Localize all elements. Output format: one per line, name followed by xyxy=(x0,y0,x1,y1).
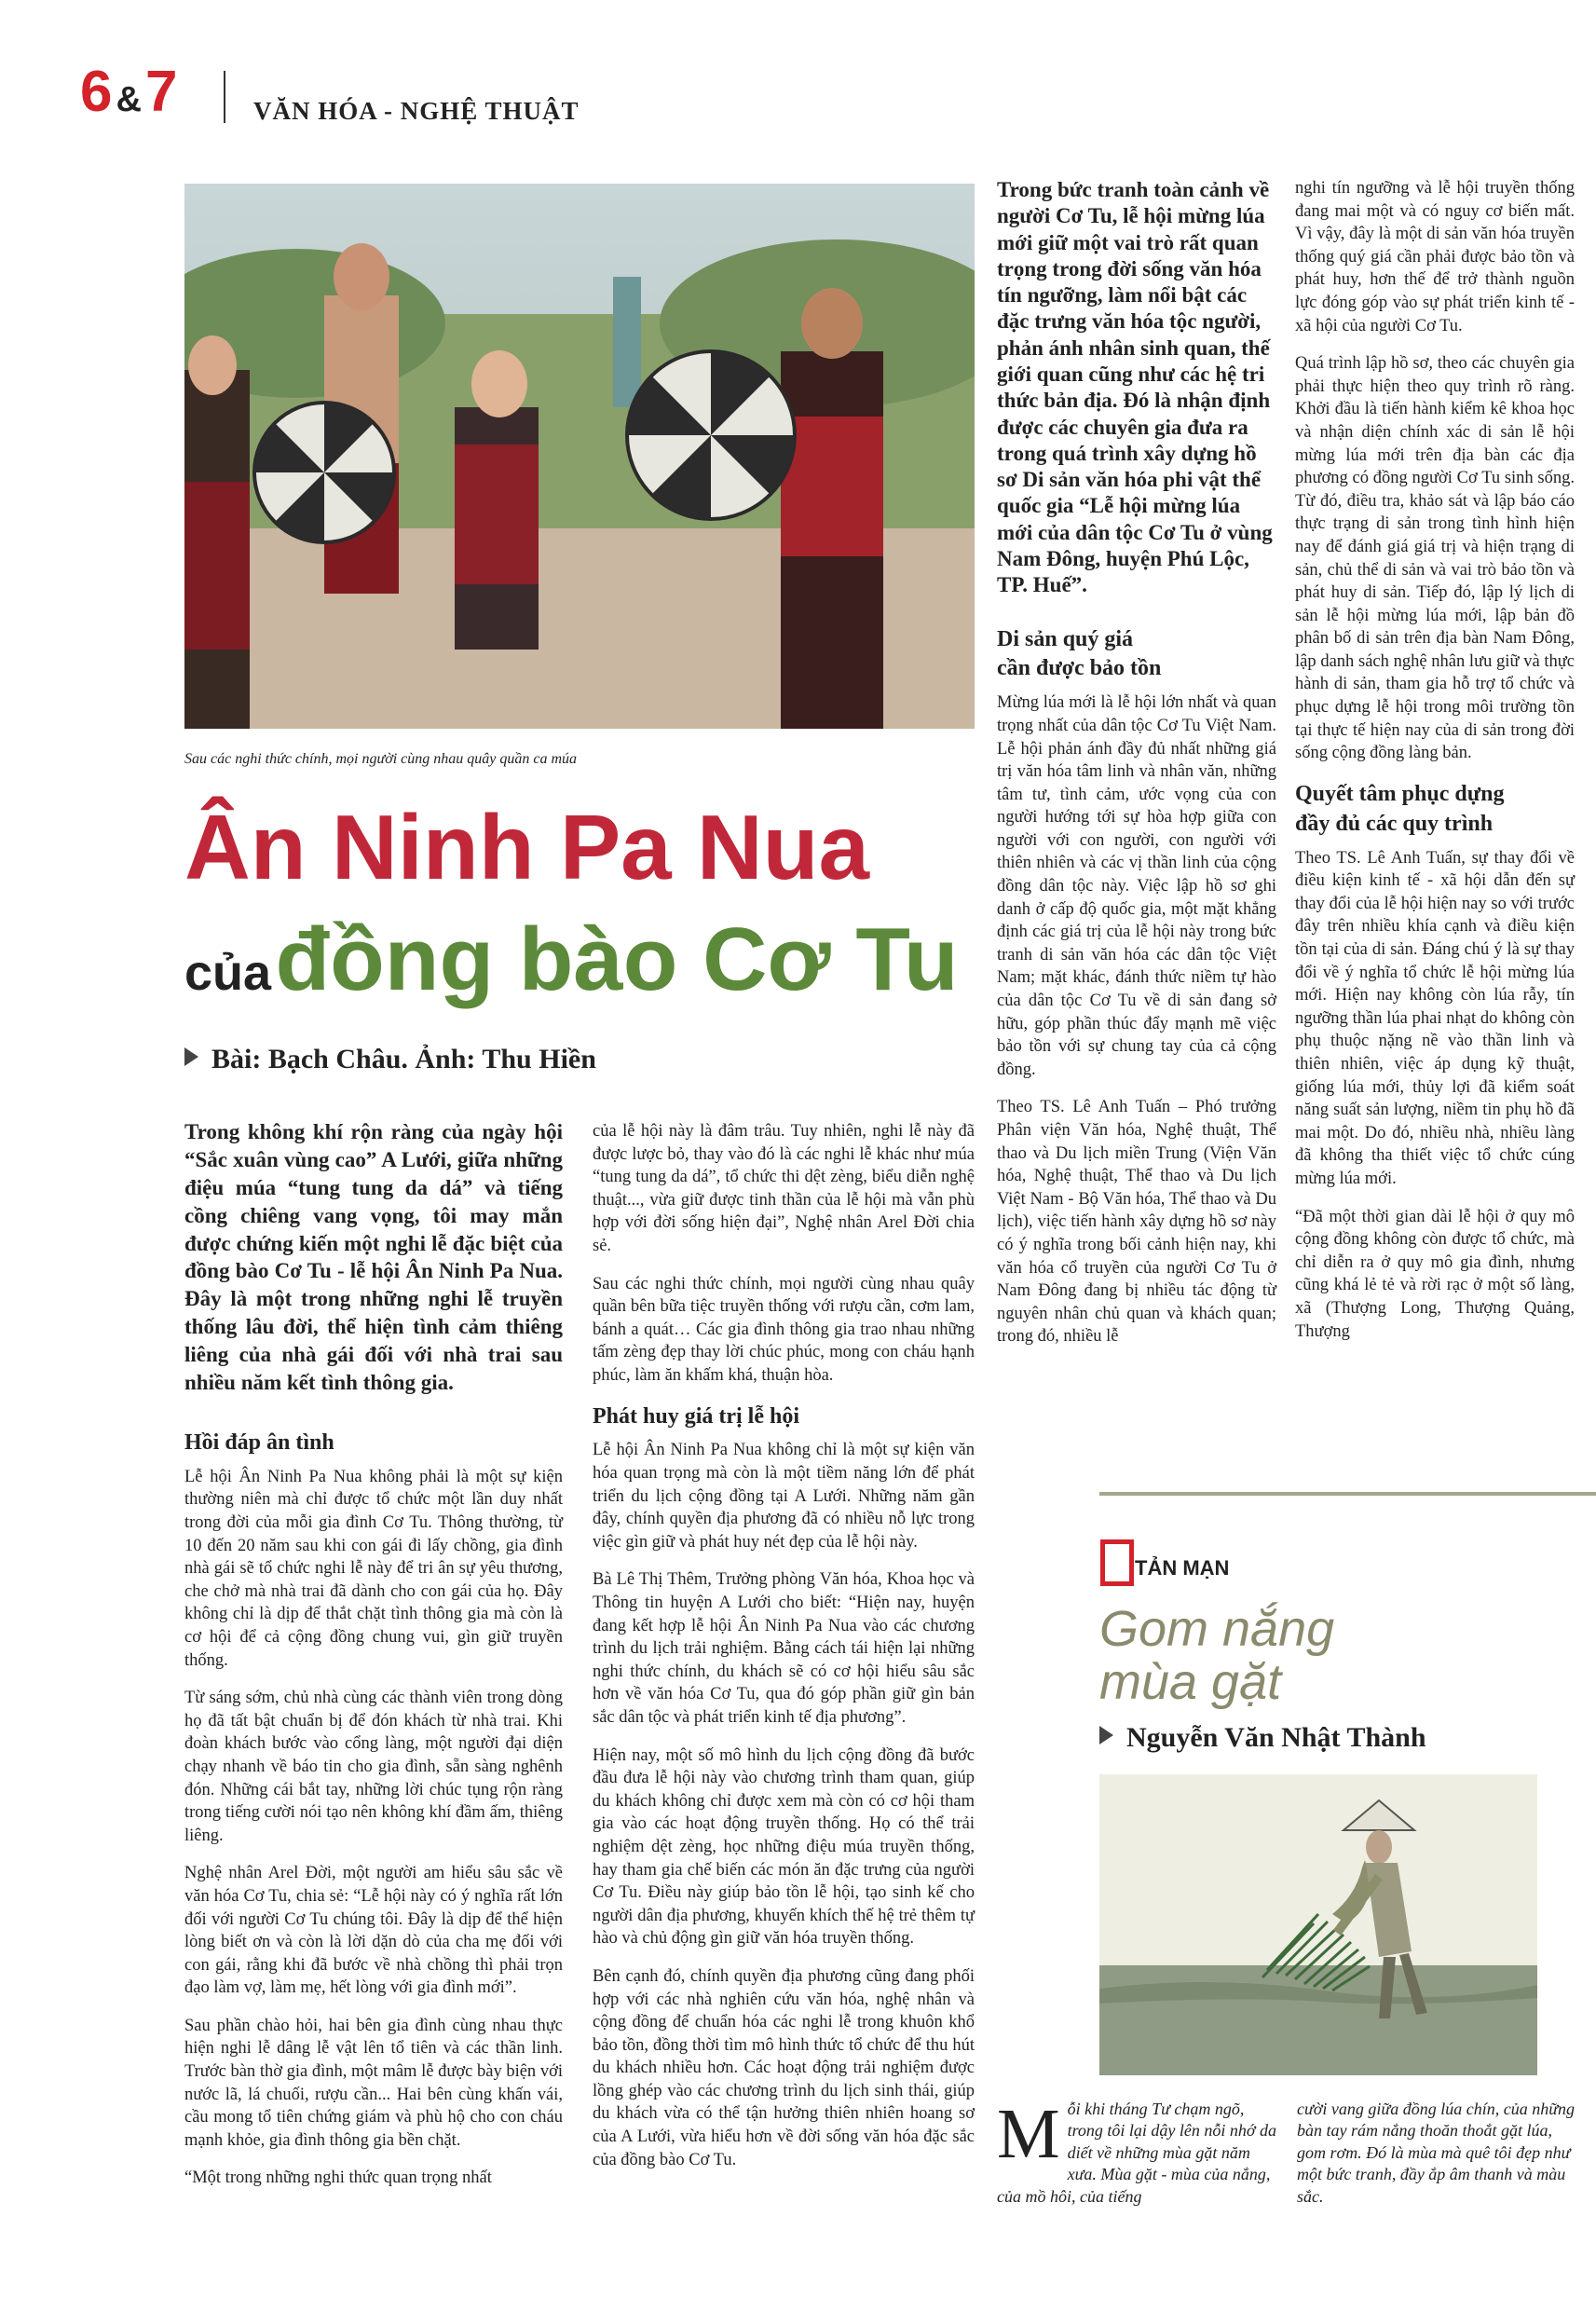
essay-title-line2: mùa gặt xyxy=(1099,1653,1282,1710)
subheading-hoi-dap: Hồi đáp ân tình xyxy=(184,1430,334,1455)
essay-tag-frame xyxy=(1100,1539,1134,1586)
essay-text-1: ỗi khi tháng Tư chạm ngõ, trong tôi lại dậy lên nỗi nhớ da diết về những mùa gặt năm xưa. Mùa gặt - mùa của nắng, của mồ hôi, của tiếng xyxy=(997,2100,1277,2206)
essay-author xyxy=(1099,1722,1426,1754)
paragraph: Từ sáng sớm, chủ nhà cùng các thành viên trong dòng họ đã tất bật chuẩn bị để đón khách từ nhà trai. Khi đoàn khách bước vào cổng làng, một người đại diện chạy nhanh về báo tin cho gia đình, sẵn sàng nghênh đón. Những cái bắt tay, những lời chúc tụng rộn ràng trong tiếng cười nói tạo nên không khí đầm ấm, thiêng liêng. xyxy=(184,1689,563,1845)
essay-dropcap: M xyxy=(997,2095,1060,2173)
header-divider xyxy=(224,71,225,123)
byline-arrow-icon xyxy=(184,1047,198,1066)
page-number xyxy=(80,60,178,124)
article-column-1 xyxy=(184,1118,563,2205)
essay-tag: TẢN MẠN xyxy=(1135,1556,1230,1580)
subheading-line2: đầy đủ các quy trình xyxy=(1295,811,1494,836)
article-column-4 xyxy=(1295,177,1575,1358)
page-right-number: 7 xyxy=(144,60,178,124)
paragraph: Lễ hội Ân Ninh Pa Nua không chỉ là một sự kiện văn hóa quan trọng mà còn là một tiềm năng lớn để phát triển du lịch cộng đồng tại A Lưới. Những năm gần đây, chính quyền địa phương đã có nhiều nỗ lực trong việc gìn giữ và phát huy nét đẹp của lễ hội này. xyxy=(593,1441,975,1552)
essay-author-name: Nguyễn Văn Nhật Thành xyxy=(1126,1722,1426,1753)
essay-text-column-1 xyxy=(997,2095,1277,2208)
page-left-number: 6 xyxy=(80,60,113,124)
article-title-line2 xyxy=(184,910,959,1009)
subheading-line1: Di sản quý giá xyxy=(997,626,1134,651)
paragraph: Quá trình lập hồ sơ, theo các chuyên gia phải thực hiện theo quy trình rõ ràng. Khởi đầu là tiến hành kiểm kê khoa học và nhận diện chính xác di sản lễ hội mừng lúa mới trên địa bàn các địa phương có đồng người Cơ Tu sinh sống. Từ đó, điều tra, khảo sát và lập báo cáo thực trạng di sản trong tình hình hiện nay để đánh giá giá trị và hiện trạng di sản, chủ thể di sản và vai trò bảo tồn và phát huy di sản. Tiếp đó, lập lý lịch di sản lễ hội mừng lúa mới, lập bản đồ phân bố di sản trên địa bàn Nam Đông, lập danh sách nghệ nhân lưu giữ và thực hành di sản, tham gia hỗ trợ tổ chức và phục dựng lễ hội trong môi trường tồn tại thực tế hiện nay của di sản trong đời sống cộng đồng làng bản. xyxy=(1295,354,1575,763)
paragraph: Bên cạnh đó, chính quyền địa phương cũng đang phối hợp với các nhà nghiên cứu văn hóa, nghệ nhân và cộng đồng để chuẩn hóa các nghi lễ trong khuôn khổ bảo tồn, đồng thời tìm mô hình thức tổ chức để thu hút du khách nhiều hơn. Các hoạt động trải nghiệm được lồng ghép vào các chương trình du lịch sinh thái, giúp du khách vừa có thể tận hưởng thiên nhiên hoang sơ của A Lưới, vừa hiểu hơn về đời sống văn hóa đặc sắc của đồng bào Cơ Tu. xyxy=(593,1966,975,2169)
title-prefix: của xyxy=(184,945,272,1001)
main-photo xyxy=(184,184,975,729)
subheading-line2: cần được bảo tồn xyxy=(997,656,1162,681)
paragraph: Lễ hội Ân Ninh Pa Nua không phải là một sự kiện thường niên mà chỉ được tổ chức một lần duy nhất trong đời của mỗi gia đình Cơ Tu. Thông thường, từ 10 đến 20 năm sau khi con gái đi lấy chồng, gia đình nhà gái sẽ tổ chức nghi lễ này để tri ân sự yêu thương, che chở mà nhà trai đã dành cho con gái của họ. Đây không chỉ là dịp để thắt chặt tình thông gia mà còn là cơ hội để cả cộng đồng chung vui, gìn giữ truyền thống. xyxy=(184,1467,563,1670)
article-lead: Trong không khí rộn ràng của ngày hội “Sắc xuân vùng cao” A Lưới, giữa những điệu múa “tung tung da dá” và tiếng cồng chiêng vang vọng, tôi may mắn được chứng kiến một nghi lễ đặc biệt của đồng bào Cơ Tu - lễ hội Ân Ninh Pa Nua. Đây là một trong những nghi lễ truyền thống lâu đời, thể hiện tình cảm thiêng liêng của nhà gái đối với nhà trai sau nhiều năm kết tình thông gia. xyxy=(184,1120,563,1395)
page-ampersand: & xyxy=(116,80,142,119)
subheading-line1: Quyết tâm phục dựng xyxy=(1295,781,1505,806)
subheading-di-san xyxy=(997,625,1276,685)
article-column-3 xyxy=(997,177,1276,1363)
paragraph: Bà Lê Thị Thêm, Trưởng phòng Văn hóa, Khoa học và Thông tin huyện A Lưới cho biết: “Hiện nay, huyện đang kết hợp lễ hội Ân Ninh Pa Nua vào các chương trình du lịch trải nghiệm. Bằng cách tái hiện lại những nghi thức chính, du khách sẽ có cơ hội hiểu sâu sắc hơn về văn hóa Cơ Tu, qua đó góp phần giữ gìn bản sắc dân tộc và phát triển kinh tế địa phương”. xyxy=(593,1570,975,1727)
article-title-line1: Ân Ninh Pa Nua xyxy=(184,796,870,898)
paragraph: của lễ hội này là đâm trâu. Tuy nhiên, nghi lễ này đã được lược bỏ, thay vào đó là các nghi lễ khác như múa “tung tung da dá”, tổ chức thi dệt zèng, biểu diễn nghệ thuật..., vừa giữ được tinh thần của lễ hội mà vẫn phù hợp với đời sống hiện đại”, Nghệ nhân Arel Đời chia sẻ. xyxy=(593,1122,975,1255)
byline xyxy=(184,1044,596,1075)
essay-title-line1: Gom nắng xyxy=(1099,1601,1335,1657)
photo-caption: Sau các nghi thức chính, mọi người cùng nhau quây quần ca múa xyxy=(184,751,578,767)
paragraph: Theo TS. Lê Anh Tuấn, sự thay đổi về điều kiện kinh tế - xã hội dẫn đến sự thay đổi của lễ hội hiện nay so với trước đây trên nhiều khía cạnh và điều kiện tồn tại của di sản. Đáng chú ý là sự thay đổi về ý nghĩa tổ chức lễ hội mừng lúa mới. Hiện nay không còn lúa rẫy, tín ngưỡng thần lúa phai nhạt do không còn phụ thuộc nặng nề vào thần linh và thiên nhiên, việc áp dụng kỹ thuật, giống lúa mới, thủy lợi đã kiểm soát năng suất sản lượng, niềm tin phụ hồ đã mai một. Do đó, nhiều nhà, nhiều làng đã không tha thiết việc tổ chức cúng mừng lúa mới. xyxy=(1295,848,1575,1188)
column3-lead: Trong bức tranh toàn cảnh về người Cơ Tu, lễ hội mừng lúa mới giữ một vai trò rất quan trọng trong đời sống văn hóa tín ngưỡng, làm nổi bật các đặc trưng văn hóa tộc người, phản ánh nhân sinh quan, thế giới quan cũng như các hệ tri thức bản địa. Đó là nhận định được các chuyên gia đưa ra trong quá trình xây dựng hồ sơ Di sản văn hóa phi vật thể quốc gia “Lễ hội mừng lúa mới của dân tộc Cơ Tu ở vùng Nam Đông, huyện Phú Lộc, TP. Huế”. xyxy=(997,178,1273,597)
author-arrow-icon xyxy=(1099,1726,1113,1744)
paragraph: “Đã một thời gian dài lễ hội ở quy mô cộng đồng không còn được tổ chức, mà chỉ diễn ra ở quy mô gia đình, nhưng cũng khá lẻ tẻ và rời rạc ở một số làng, xã (Thượng Long, Thượng Quảng, Thượng xyxy=(1295,1207,1575,1341)
paragraph: Sau phần chào hỏi, hai bên gia đình cùng nhau thực hiện nghi lễ dâng lễ vật lên tổ tiên và các thần linh. Trước bàn thờ gia đình, một mâm lễ được bày biện với nước lã, lá chuối, rượu cần... Hai bên cùng khấn vái, cầu mong tổ tiên chứng giám và phù hộ cho con cháu mạnh khỏe, gia đình thông gia bền chặt. xyxy=(184,2016,563,2150)
subheading-phat-huy: Phát huy giá trị lễ hội xyxy=(593,1403,800,1429)
paragraph: Mừng lúa mới là lễ hội lớn nhất và quan trọng nhất của dân tộc Cơ Tu Việt Nam. Lễ hội phản ánh đầy đủ nhất những giá trị văn hóa tâm linh và nhân văn, những tâm tư, tình cảm, ước vọng của con người hướng tới sự hòa hợp giữa con người với con người, con người với thiên nhiên và các vị thần linh của cộng đồng dân tộc này. Việc lập hồ sơ ghi danh ở cấp độ quốc gia, một mặt khẳng định các giá trị của lễ hội này trong bức tranh di sản văn hóa các dân tộc Việt Nam; mặt khác, đánh thức niềm tự hào của dân tộc Cơ Tu về di sản đang sở hữu, góp phần thúc đẩy mạnh mẽ việc bảo tồn với sự chung tay của cả cộng đồng. xyxy=(997,693,1276,1079)
paragraph: Sau các nghi thức chính, mọi người cùng nhau quây quần bên bữa tiệc truyền thống với rượu cần, cơm lam, bánh a quát… Các gia đình thông gia trao nhau những tấm zèng đẹp thay lời chúc phúc, mong con cháu hạnh phúc, làm ăn khấm khá, thuận hòa. xyxy=(593,1274,975,1385)
essay-illustration xyxy=(1099,1774,1537,2075)
essay-title xyxy=(1099,1603,1334,1708)
essay-text-column-2: cười vang giữa đồng lúa chín, của những bàn tay rám nắng thoăn thoắt gặt lúa, gom rơm. Đó là mùa mà quê tôi đẹp như một bức tranh, đầy ắp âm thanh và màu sắc. xyxy=(1297,2100,1576,2206)
byline-text: Bài: Bạch Châu. Ảnh: Thu Hiền xyxy=(211,1044,596,1074)
subheading-quyet-tam xyxy=(1295,780,1575,840)
paragraph: Theo TS. Lê Anh Tuấn – Phó trưởng Phân viện Văn hóa, Nghệ thuật, Thể thao và Du lịch miền Trung (Viện Văn hóa, Nghệ thuật, Thể thao và Du lịch Việt Nam - Bộ Văn hóa, Thể thao và Du lịch), việc tiến hành xây dựng hồ sơ này có ý nghĩa trong bối cảnh hiện nay, khi văn hóa cổ truyền của người Cơ Tu ở Nam Đông đang bị nhiều tác động từ nguyên nhân chủ quan và khách quan; trong đó, nhiều lễ xyxy=(997,1098,1276,1347)
section-title: VĂN HÓA - NGHỆ THUẬT xyxy=(253,97,580,125)
paragraph: Hiện nay, một số mô hình du lịch cộng đồng đã bước đầu đưa lễ hội này vào chương trình tham quan, giúp du khách không chỉ được xem mà còn có cơ hội tham gia vào các hoạt động truyền thống. Họ có thể trải nghiệm dệt zèng, học những điệu múa truyền thống, hay tham gia chế biến các món ăn đặc trưng của người Cơ Tu. Điều này giúp bảo tồn lễ hội, tạo sinh kế cho người dân địa phương, khuyến khích thế hệ trẻ thêm tự hào và chủ động gìn giữ văn hóa truyền thống. xyxy=(593,1745,975,1949)
title-main: đồng bào Cơ Tu xyxy=(275,910,959,1009)
paragraph: “Một trong những nghi thức quan trọng nhất xyxy=(184,2168,492,2188)
article-column-2 xyxy=(593,1120,975,2186)
paragraph: Nghệ nhân Arel Đời, một người am hiểu sâu sắc về văn hóa Cơ Tu, chia sẻ: “Lễ hội này có ý nghĩa rất lớn đối với người Cơ Tu chúng tôi. Đây là dịp để thể hiện lòng biết ơn và còn là lời dặn dò của cha mẹ đối với con gái, rằng khi đã bước về nhà chồng thì phải trọn đạo làm vợ, làm mẹ, hết lòng với gia đình mới”. xyxy=(184,1864,563,1998)
essay-divider xyxy=(1099,1492,1596,1496)
paragraph: nghi tín ngưỡng và lễ hội truyền thống đang mai một và có nguy cơ biến mất. Vì vậy, đây là một di sản văn hóa truyền thống quý giá cần phải được bảo tồn và phát huy, hơn thế để trở thành nguồn lực đóng góp vào sự phát triển kinh tế - xã hội của người Cơ Tu. xyxy=(1295,179,1575,335)
